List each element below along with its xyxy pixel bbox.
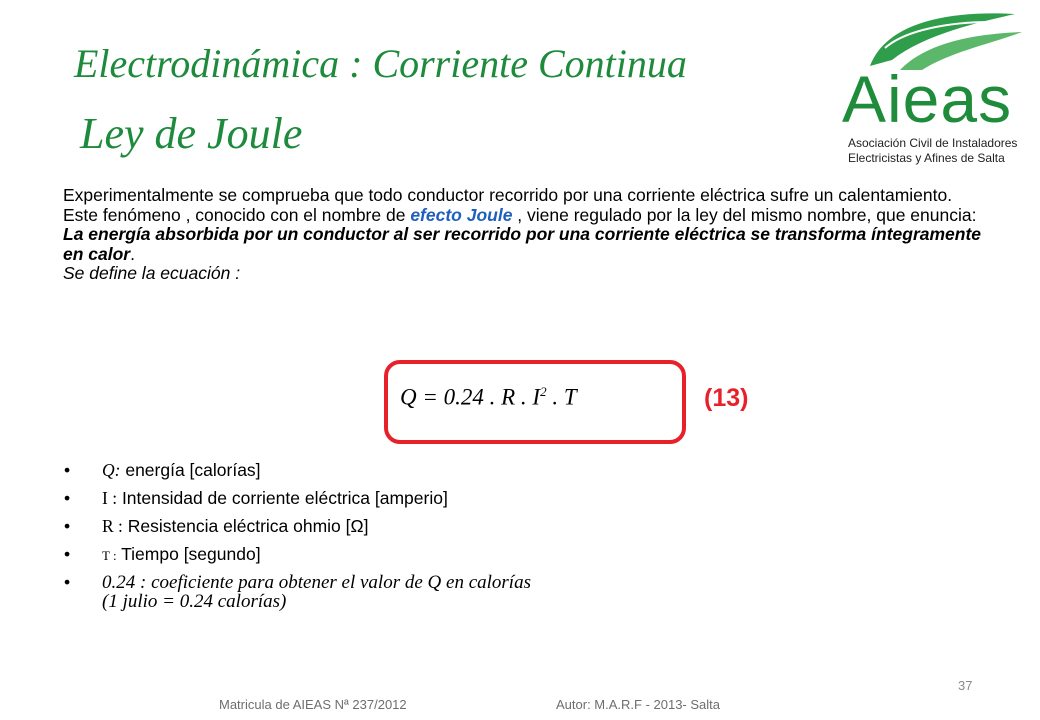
bullet-icon: • [64, 460, 71, 480]
list-item [64, 573, 764, 611]
aieas-logo [830, 8, 1030, 168]
list-item [64, 488, 764, 509]
list-item [64, 516, 764, 537]
slide-subtitle: Ley de Joule [80, 109, 303, 158]
symbol-i: I : [102, 488, 118, 508]
equation-intro: Se define la ecuación : [63, 263, 241, 283]
law-statement: La energía absorbida por un conductor al ser recorrido por una corriente eléctrica se transforma íntegramente en calor [63, 224, 982, 264]
symbol-q: Q: [102, 460, 121, 480]
desc-t: Tiempo [segundo] [116, 544, 261, 564]
joule-equation [400, 384, 577, 411]
symbol-r: R : [102, 516, 123, 536]
effect-joule-term: efecto Joule [410, 204, 513, 225]
bullet-icon: • [64, 544, 71, 564]
equation-rhs: . T [546, 384, 577, 410]
equation-number: (13) [704, 384, 749, 412]
bullet-icon: • [64, 488, 71, 508]
logo-tagline-line2: Electricistas y Afines de Salta [848, 151, 1005, 165]
symbol-t: T : [102, 548, 117, 563]
desc-r: Resistencia eléctrica ohmio [Ω] [122, 516, 369, 536]
intro-paragraph [63, 186, 983, 284]
desc-i: Intensidad de corriente eléctrica [amperio] [117, 488, 448, 508]
list-item [64, 460, 764, 481]
equation-lhs: Q = 0.24 . R . I [400, 384, 541, 410]
desc-q: energía [calorías] [120, 460, 261, 480]
bullet-icon: • [64, 572, 71, 592]
page-number: 37 [958, 678, 973, 693]
logo-tagline [848, 136, 1017, 166]
footer-registration: Matricula de AIEAS Nª 237/2012 [219, 697, 407, 712]
list-item [64, 544, 764, 566]
coefficient-note: (1 julio = 0.24 calorías) [102, 591, 287, 612]
equation-exponent: 2 [540, 384, 547, 399]
variable-list [64, 460, 764, 618]
footer-author: Autor: M.A.R.F - 2013- Salta [556, 697, 721, 712]
slide-title: Electrodinámica : Corriente Continua [74, 41, 687, 86]
law-period: . [130, 243, 135, 264]
intro-text-1: Experimentalmente se comprueba que todo conductor recorrido por una corriente eléctrica sufre un calentamiento. Este fenómeno , conocido con el nombre de [63, 185, 953, 225]
logo-wordmark: Aieas [842, 62, 1013, 136]
intro-text-2: , viene regulado por la ley del mismo nombre, que enuncia: [512, 204, 977, 225]
coefficient-desc: 0.24 : coeficiente para obtener el valor de Q en calorías [102, 572, 531, 593]
bullet-icon: • [64, 516, 71, 536]
logo-tagline-line1: Asociación Civil de Instaladores [848, 136, 1018, 150]
